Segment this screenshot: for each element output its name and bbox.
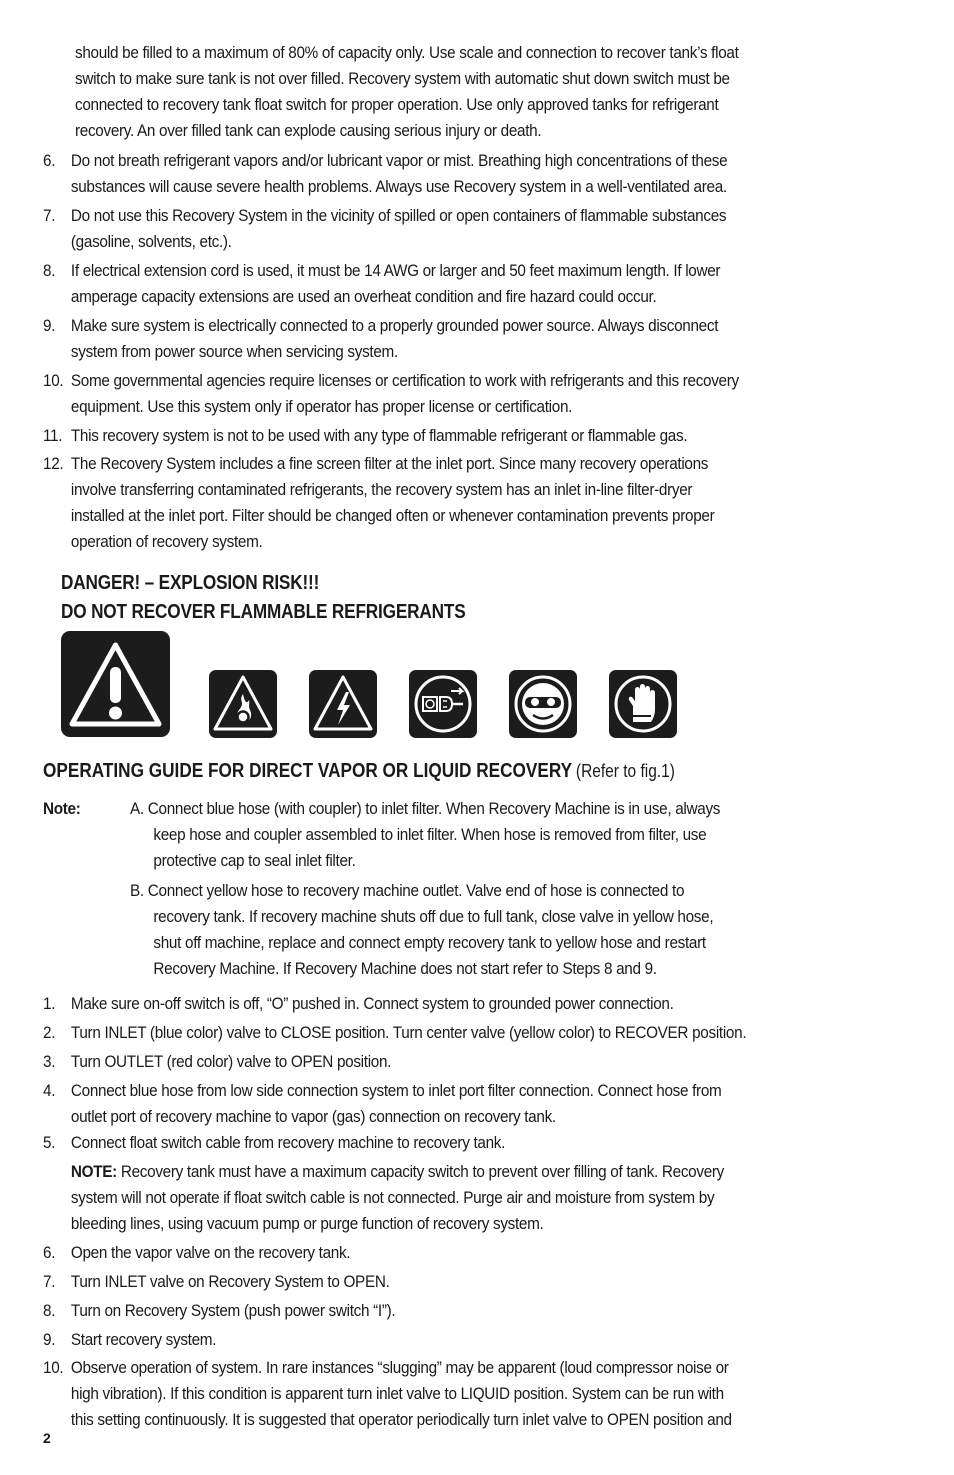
text-line: (gasoline, solvents, etc.). <box>70 232 232 251</box>
step5-note-line <box>71 1159 724 1185</box>
text-line: Turn OUTLET (red color) valve to OPEN position. <box>70 1052 392 1071</box>
text-line: Observe operation of system. In rare instances “slugging” may be apparent (loud compressor noise or <box>70 1358 729 1377</box>
note-label: Note: <box>43 799 81 818</box>
item-number: 12. <box>43 454 64 473</box>
text-line: Make sure on-off switch is off, “O” pushed in. Connect system to grounded power connection. <box>70 994 674 1013</box>
text-line: switch to make sure tank is not over filled. Recovery system with automatic shut down switch must be <box>75 69 730 88</box>
text-line: bleeding lines, using vacuum pump or purge function of recovery system. <box>70 1214 544 1233</box>
text-line: amperage capacity extensions are used an overheat condition and fire hazard could occur. <box>70 287 657 306</box>
safety-goggles-icon <box>509 670 577 738</box>
text-line: substances will cause severe health problems. Always use Recovery system in a well-ventilated area. <box>70 177 727 196</box>
heading-title: OPERATING GUIDE FOR DIRECT VAPOR OR LIQUID RECOVERY <box>43 760 573 782</box>
item-number: 6. <box>43 151 56 170</box>
flammable-icon <box>209 670 277 738</box>
text-line: keep hose and coupler assembled to inlet filter. When hose is removed from filter, use <box>153 825 707 844</box>
text-line: should be filled to a maximum of 80% of capacity only. Use scale and connection to recover tank’s float <box>75 43 739 62</box>
note-b <box>130 878 713 982</box>
text-line: B. Connect yellow hose to recovery machine outlet. Valve end of hose is connected to <box>130 881 685 900</box>
step-number: 9. <box>43 1330 56 1349</box>
text-line: operation of recovery system. <box>70 532 263 551</box>
text-line: installed at the inlet port. Filter should be changed often or whenever contamination prevents proper <box>70 506 715 525</box>
text-line: Start recovery system. <box>70 1330 217 1349</box>
note-a <box>130 796 720 874</box>
item-number: 7. <box>43 206 56 225</box>
text-line: Some governmental agencies require licenses or certification to work with refrigerants and this recovery <box>70 371 739 390</box>
text-line: Recovery Machine. If Recovery Machine does not start refer to Steps 8 and 9. <box>153 959 657 978</box>
page-number: 2 <box>43 1430 51 1446</box>
text-line: connected to recovery tank float switch for proper operation. Use only approved tanks for refrigerant <box>75 95 719 114</box>
danger-title: DANGER! – EXPLOSION RISK!!! <box>61 572 320 594</box>
text-line: Turn INLET (blue color) valve to CLOSE position. Turn center valve (yellow color) to RECOVER position. <box>70 1023 747 1042</box>
text-line: this setting continuously. It is suggested that operator periodically turn inlet valve to OPEN position and <box>70 1410 732 1429</box>
item-number: 11. <box>43 426 63 445</box>
step-number: 8. <box>43 1301 56 1320</box>
warning-icon <box>61 631 170 737</box>
item-number: 9. <box>43 316 56 335</box>
step-number: 2. <box>43 1023 56 1042</box>
step-number: 1. <box>43 994 56 1013</box>
text-line: Turn on Recovery System (push power switch “I”). <box>70 1301 396 1320</box>
item-number: 10. <box>43 371 64 390</box>
text-line: system will not operate if float switch cable is not connected. Purge air and moisture from system by <box>70 1188 715 1207</box>
intro-paragraph <box>75 40 739 144</box>
unplug-icon <box>409 670 477 738</box>
step-number: 5. <box>43 1133 56 1152</box>
text-line: recovery. An over filled tank can explode causing serious injury or death. <box>75 121 542 140</box>
text-fragment: Recovery tank must have a maximum capacity switch to prevent over filling of tank. Recovery <box>116 1162 725 1181</box>
step-number: 6. <box>43 1243 56 1262</box>
step-number: 3. <box>43 1052 56 1071</box>
text-line: Open the vapor valve on the recovery tank. <box>70 1243 351 1262</box>
step-number: 10. <box>43 1358 64 1377</box>
electrical-hazard-icon <box>309 670 377 738</box>
text-line: shut off machine, replace and connect empty recovery tank to yellow hose and restart <box>153 933 706 952</box>
text-line: Connect blue hose from low side connection system to inlet port filter connection. Connect hose from <box>70 1081 722 1100</box>
figure-reference: (Refer to fig.1) <box>575 761 675 781</box>
text-line: Do not use this Recovery System in the vicinity of spilled or open containers of flammable substances <box>70 206 727 225</box>
text-line: outlet port of recovery machine to vapor (gas) connection on recovery tank. <box>70 1107 556 1126</box>
gloves-icon <box>609 670 677 738</box>
note-inline-label: NOTE: <box>70 1162 117 1181</box>
text-line: system from power source when servicing system. <box>70 342 398 361</box>
text-line: A. Connect blue hose (with coupler) to inlet filter. When Recovery Machine is in use, always <box>130 799 721 818</box>
step-number: 4. <box>43 1081 56 1100</box>
item-number: 8. <box>43 261 56 280</box>
step-number: 7. <box>43 1272 56 1291</box>
section-heading <box>43 760 675 783</box>
text-line: recovery tank. If recovery machine shuts off due to full tank, close valve in yellow hose, <box>153 907 714 926</box>
text-line: involve transferring contaminated refrigerants, the recovery system has an inlet in-line filter-dryer <box>70 480 693 499</box>
text-line: Connect float switch cable from recovery machine to recovery tank. <box>70 1133 506 1152</box>
text-line: Turn INLET valve on Recovery System to OPEN. <box>70 1272 390 1291</box>
text-line: This recovery system is not to be used with any type of flammable refrigerant or flammable gas. <box>70 426 688 445</box>
text-line: protective cap to seal inlet filter. <box>153 851 356 870</box>
text-line: Do not breath refrigerant vapors and/or lubricant vapor or mist. Breathing high concentrations of these <box>70 151 728 170</box>
text-line: The Recovery System includes a fine screen filter at the inlet port. Since many recovery operations <box>70 454 709 473</box>
danger-subtitle: DO NOT RECOVER FLAMMABLE REFRIGERANTS <box>61 601 466 623</box>
text-line: If electrical extension cord is used, it must be 14 AWG or larger and 50 feet maximum length. If lower <box>70 261 721 280</box>
text-line: Make sure system is electrically connected to a properly grounded power source. Always disconnect <box>70 316 719 335</box>
text-line: equipment. Use this system only if operator has proper license or certification. <box>70 397 573 416</box>
text-line: high vibration). If this condition is apparent turn inlet valve to LIQUID position. System can be run with <box>70 1384 724 1403</box>
